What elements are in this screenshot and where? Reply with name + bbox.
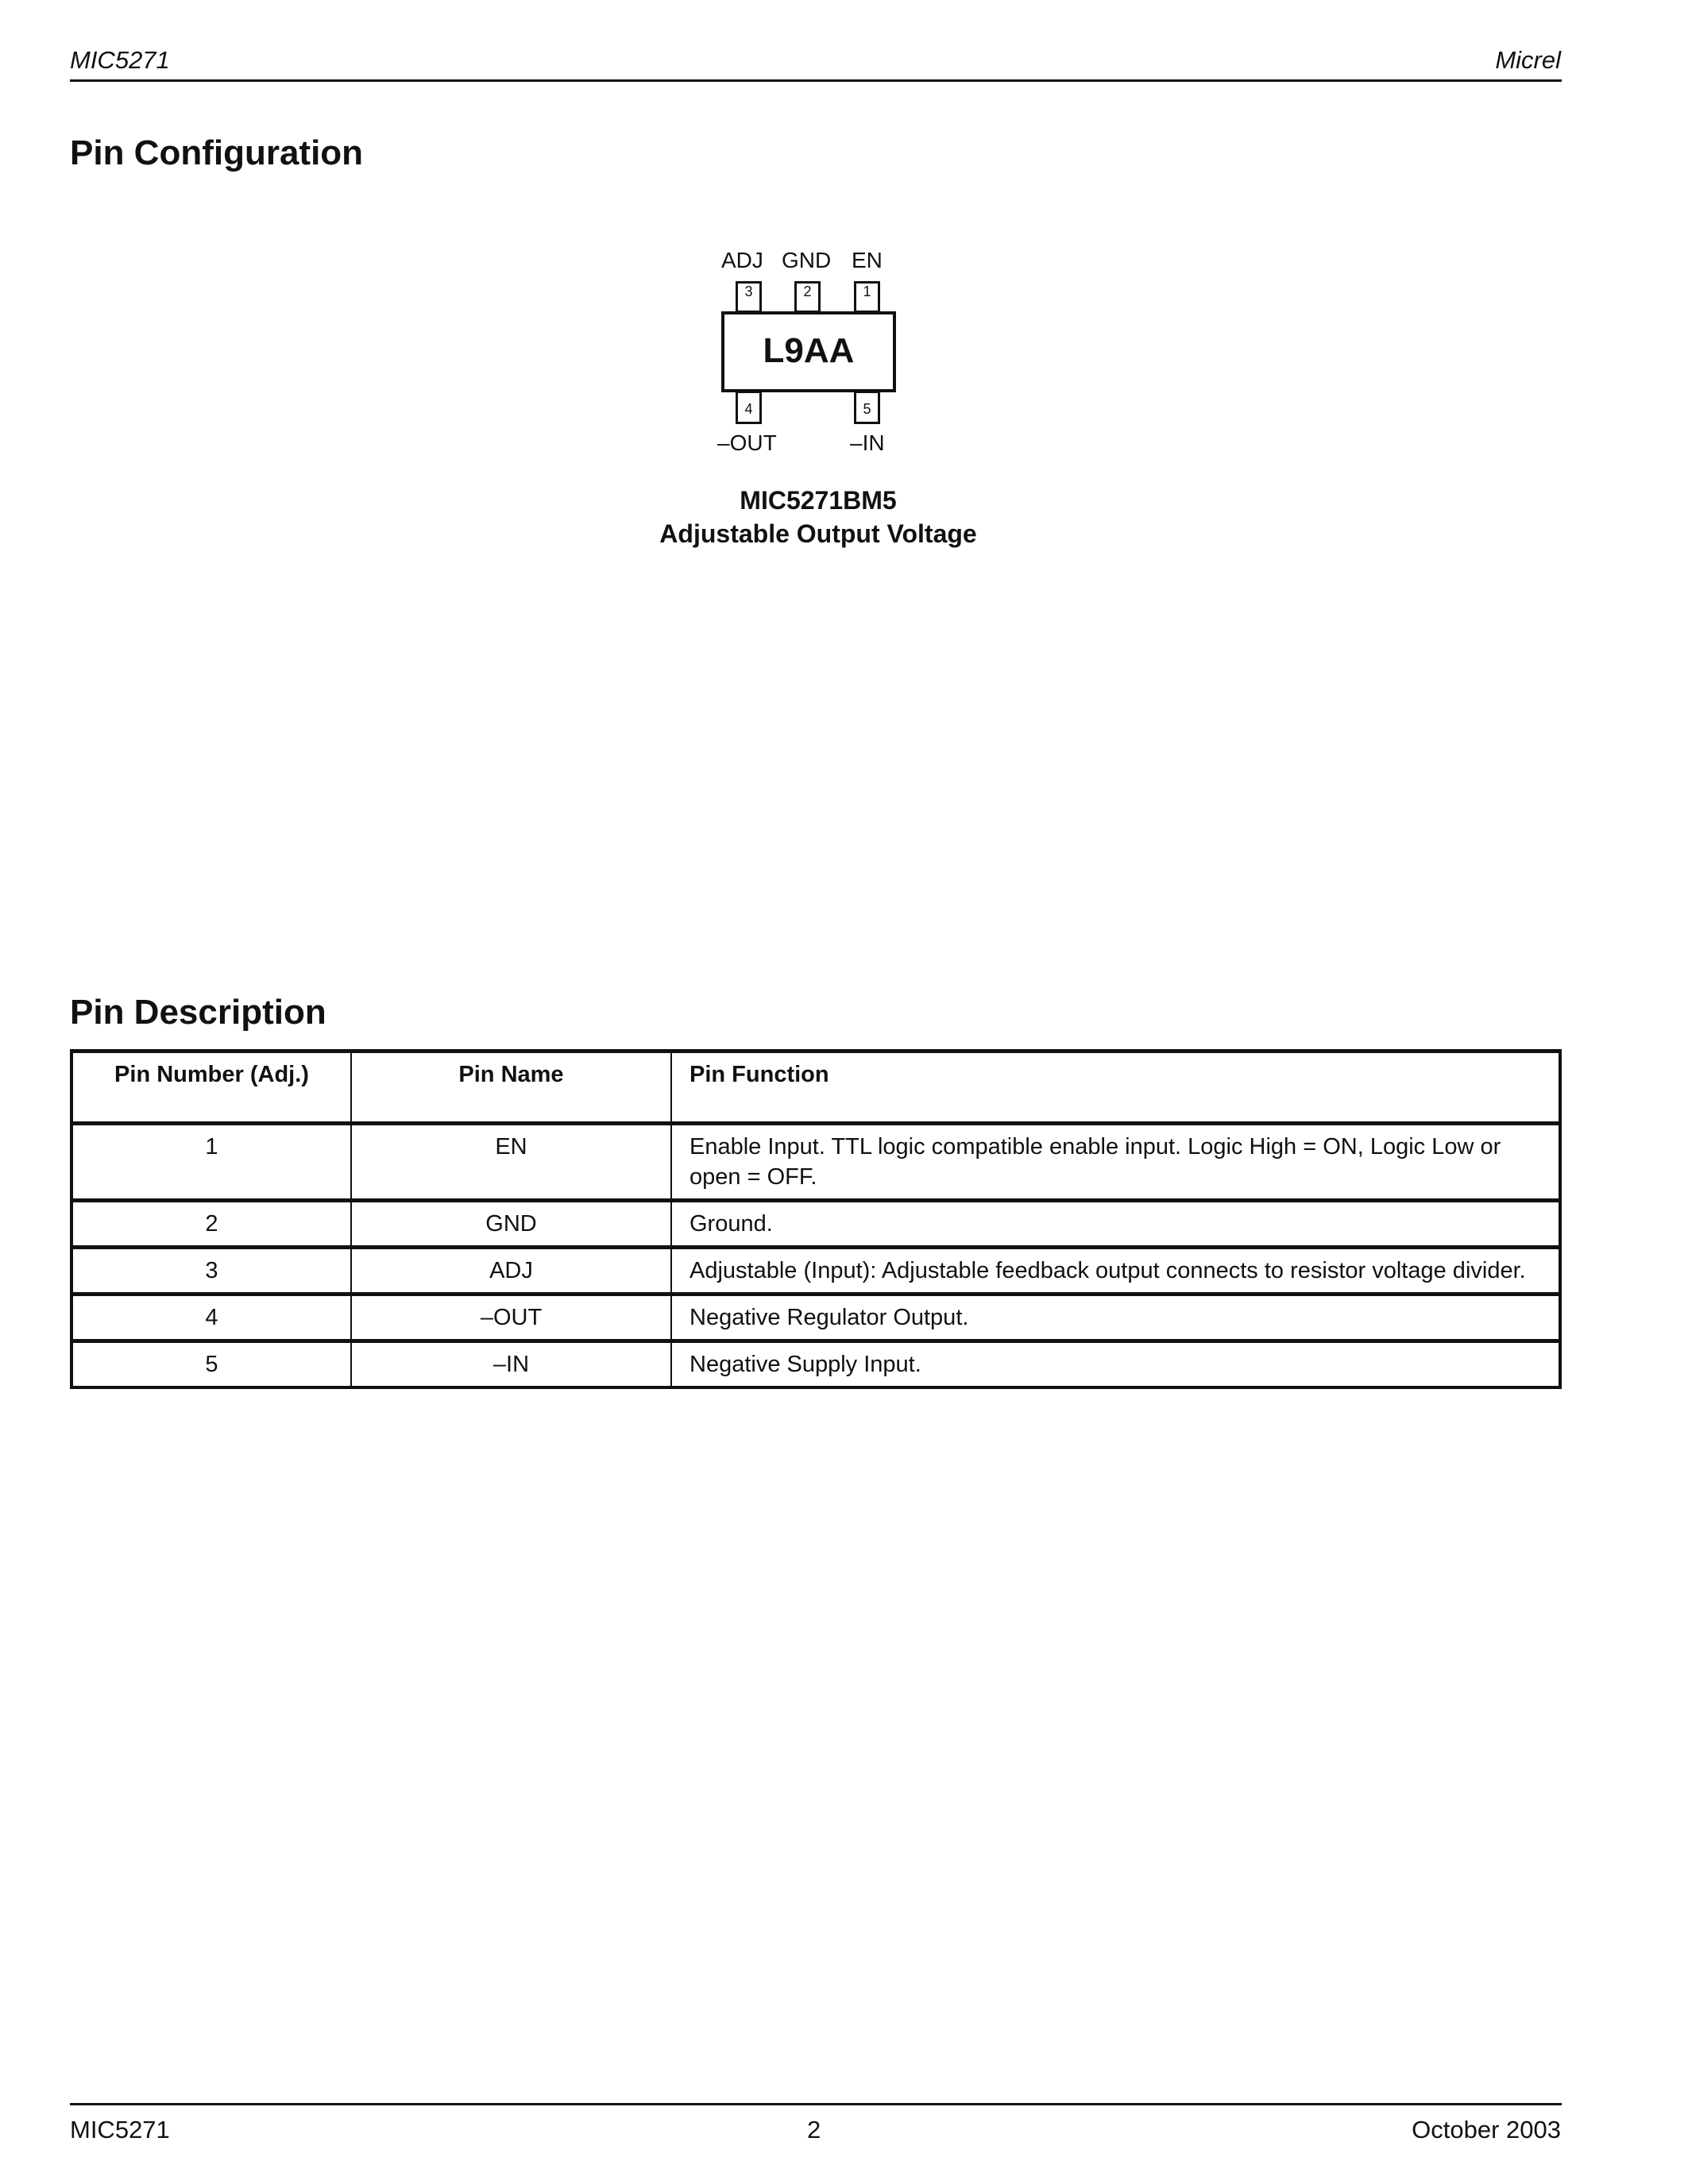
pin-description-title: Pin Description	[70, 993, 326, 1032]
caption-description: Adjustable Output Voltage	[659, 519, 977, 548]
header-company: Micrel	[1495, 46, 1561, 74]
table-row	[71, 1124, 1560, 1201]
pin-function: Negative Regulator Output.	[671, 1295, 1560, 1341]
pin-label-adj: ADJ	[721, 248, 763, 272]
pin-number: 4	[744, 401, 753, 417]
pin-number: 5	[71, 1341, 351, 1388]
pin-function: Adjustable (Input): Adjustable feedback output connects to resistor voltage divider.	[671, 1248, 1560, 1295]
pin-name: EN	[351, 1124, 671, 1201]
caption-part: MIC5271BM5	[740, 486, 897, 515]
table-header-row	[71, 1051, 1560, 1124]
pin-number: 5	[863, 401, 871, 417]
pin-number: 4	[71, 1295, 351, 1341]
pin-number: 1	[863, 284, 871, 299]
header-part-number: MIC5271	[70, 46, 170, 74]
pin-name: GND	[351, 1201, 671, 1248]
header-pin-name: Pin Name	[351, 1051, 671, 1124]
footer-page-number: 2	[807, 2116, 821, 2143]
table-row	[71, 1201, 1560, 1248]
footer-rule	[70, 2103, 1562, 2105]
chip-body: L9AA	[721, 311, 896, 392]
header-rule	[70, 79, 1562, 82]
pin-number: 3	[744, 284, 753, 299]
pin-3	[736, 281, 762, 313]
pin-label-en: EN	[852, 248, 883, 272]
header-pin-number: Pin Number (Adj.)	[71, 1051, 351, 1124]
pin-number: 2	[803, 284, 812, 299]
footer-part-number: MIC5271	[70, 2116, 170, 2143]
pin-function: Ground.	[671, 1201, 1560, 1248]
table-row	[71, 1341, 1560, 1388]
pin-function: Negative Supply Input.	[671, 1341, 1560, 1388]
table-row	[71, 1248, 1560, 1295]
pin-function: Enable Input. TTL logic compatible enable input. Logic High = ON, Logic Low or open = OFF.	[671, 1124, 1560, 1201]
pin-4	[736, 391, 762, 424]
pin-label-in: –IN	[850, 430, 885, 455]
pin-number: 1	[71, 1124, 351, 1201]
pin-label-out: –OUT	[717, 430, 777, 455]
pin-1	[854, 281, 880, 313]
pin-name: –OUT	[351, 1295, 671, 1341]
pin-label-gnd: GND	[782, 248, 832, 272]
pin-number: 2	[71, 1201, 351, 1248]
table-row	[71, 1295, 1560, 1341]
pin-configuration-title: Pin Configuration	[70, 133, 364, 172]
pin-2	[794, 281, 821, 313]
pin-name: –IN	[351, 1341, 671, 1388]
pin-name: ADJ	[351, 1248, 671, 1295]
header-pin-function: Pin Function	[671, 1051, 1560, 1124]
pin-5	[854, 391, 880, 424]
footer-date: October 2003	[1412, 2116, 1561, 2143]
pin-description-table	[70, 1049, 1562, 1389]
pin-number: 3	[71, 1248, 351, 1295]
